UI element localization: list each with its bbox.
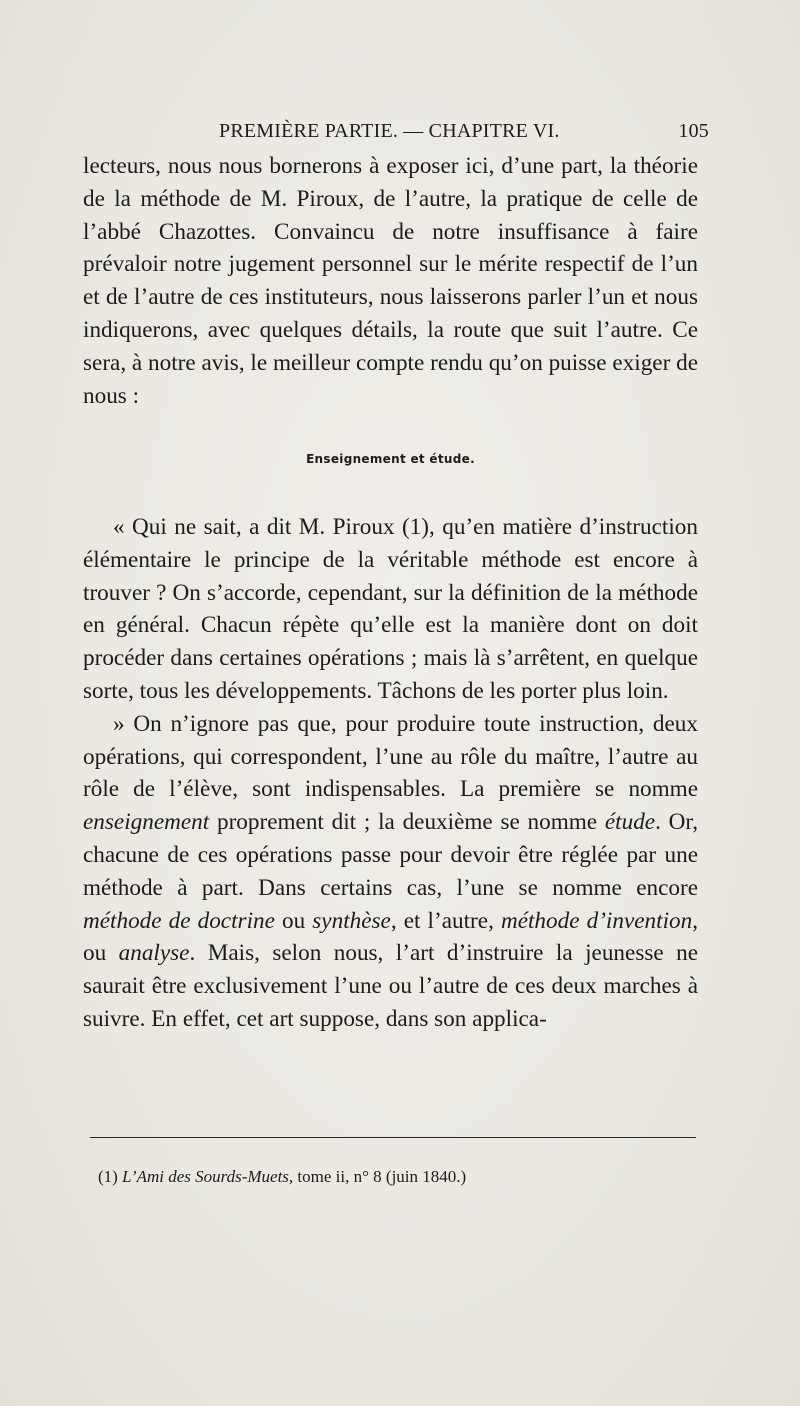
text-run: . Or, chacune de ces opérations passe pour devoir être réglée par une méthode à part. Dans certains cas, l’une se nomme encore: [83, 809, 698, 901]
italic-term: synthèse: [312, 907, 391, 934]
paragraph-continuation: lecteurs, nous nous bornerons à exposer ici, d’une part, la théorie de la méthode de M. Piroux, de l’autre, la pratique de celle de l’abbé Chazottes. Convaincu de notre insuffisance à faire prévaloir notre jugement personnel sur le mérite respectif de l’un et de l’autre de ces instituteurs, nous laisserons parler l’un et nous indiquerons, avec quelques détails, la route que suit l’autre. Ce sera, à notre avis, le meilleur compte rendu qu’on puisse exiger de nous :: [83, 153, 698, 409]
text-run: » On n’ignore pas que, pour produire toute instruction, deux opérations, qui correspondent, l’une au rôle du maître, l’autre au rôle de l’élève, sont indispensables. La première se nomme: [83, 710, 698, 803]
text-run: proprement dit ; la deuxième se nomme: [209, 809, 605, 836]
italic-term: méthode de doctrine: [83, 907, 275, 934]
footnote-reference: tome ii, n° 8 (juin 1840.): [297, 1167, 467, 1186]
footnote: [98, 1166, 698, 1188]
text-run: , et l’autre,: [390, 907, 501, 934]
page-number: 105: [678, 120, 709, 142]
footnote-rule: [90, 1137, 696, 1138]
italic-term: méthode d’invention: [500, 907, 693, 934]
italic-term: étude: [604, 809, 656, 836]
footnote-marker: (1): [98, 1167, 118, 1186]
text-block-main: [83, 511, 698, 1036]
paragraph-quote-continued: [83, 708, 698, 1036]
text-run: , ou: [83, 907, 698, 967]
running-head: [84, 120, 709, 150]
section-heading: Enseignement et étude.: [306, 452, 475, 466]
text-block-top: [83, 150, 698, 412]
footnote-source-title: L’Ami des Sourds-Muets,: [122, 1167, 294, 1186]
paragraph-quote-opening: « Qui ne sait, a dit M. Piroux (1), qu’en matière d’instruction élémentaire le principe de la véritable méthode est encore à trouver ? On s’accorde, cependant, sur la définition de la méthode en général. Chacun répète qu’elle est la manière dont on doit procéder dans certaines opérations ; mais là s’arrêtent, en quelque sorte, tous les développements. Tâchons de les porter plus loin.: [83, 514, 698, 704]
italic-term: analyse: [118, 940, 190, 967]
text-run: . Mais, selon nous, l’art d’instruire la jeunesse ne saurait être exclusivement l’une ou l’autre de ces deux marches à suivre. En effet, cet art suppose, dans son applica-: [83, 940, 698, 1032]
italic-term: enseignement: [83, 809, 210, 836]
running-title: PREMIÈRE PARTIE. — CHAPITRE VI.: [219, 120, 560, 142]
text-run: ou: [274, 907, 313, 934]
